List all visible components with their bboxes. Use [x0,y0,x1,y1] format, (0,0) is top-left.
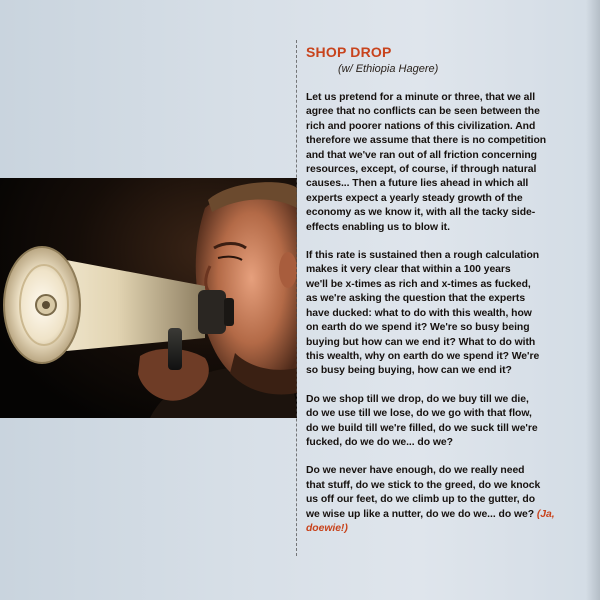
page-fold-shadow [586,0,600,600]
closing-ad-lib: (Ja, doewie!) [306,508,555,534]
verse-2: If this rate is sustained then a rough calculation makes it very clear that within a 100 years we'll be x-times as rich and x-times as fucked, as we're asking the question that the experts have ducked: what to do with this wealth, how on earth do we spend it? We're so busy being buying but how can we end it? What to do with this wealth, why on earth do we spend it? We're so busy being buying, how can we end it? [306,250,540,377]
megaphone-photo [0,178,297,418]
verse-4-text: Do we never have enough, do we really need that stuff, do we stick to the greed, do we knock us off our feet, do we climb up to the gutter, do we wise up like a nutter, do we do we... do we? [306,465,541,520]
song-credit: (w/ Ethiopia Hagere) [338,63,439,75]
verse-4 [306,464,574,536]
verse-3: Do we shop till we drop, do we buy till we die, do we use till we lose, do we go with that flow, do we build till we're filled, do we suck till we're fucked, do we do we... do we? [306,393,538,448]
lyrics-body [306,91,574,536]
verse-1: Let us pretend for a minute or three, that we all agree that no conflicts can be seen between the rich and poorer nations of this civilization. And therefore we assume that there is no competition and that we've ran out of all friction concerning resources, except, of course, if through natural causes... Then a future lies ahead in which all experts expect a yearly steady growth of the economy as we know it, with all the tacky side- effects enabling us to blow it. [306,92,547,233]
lyrics-column [306,44,574,550]
song-title: SHOP DROP [306,44,392,60]
column-divider [296,40,298,556]
